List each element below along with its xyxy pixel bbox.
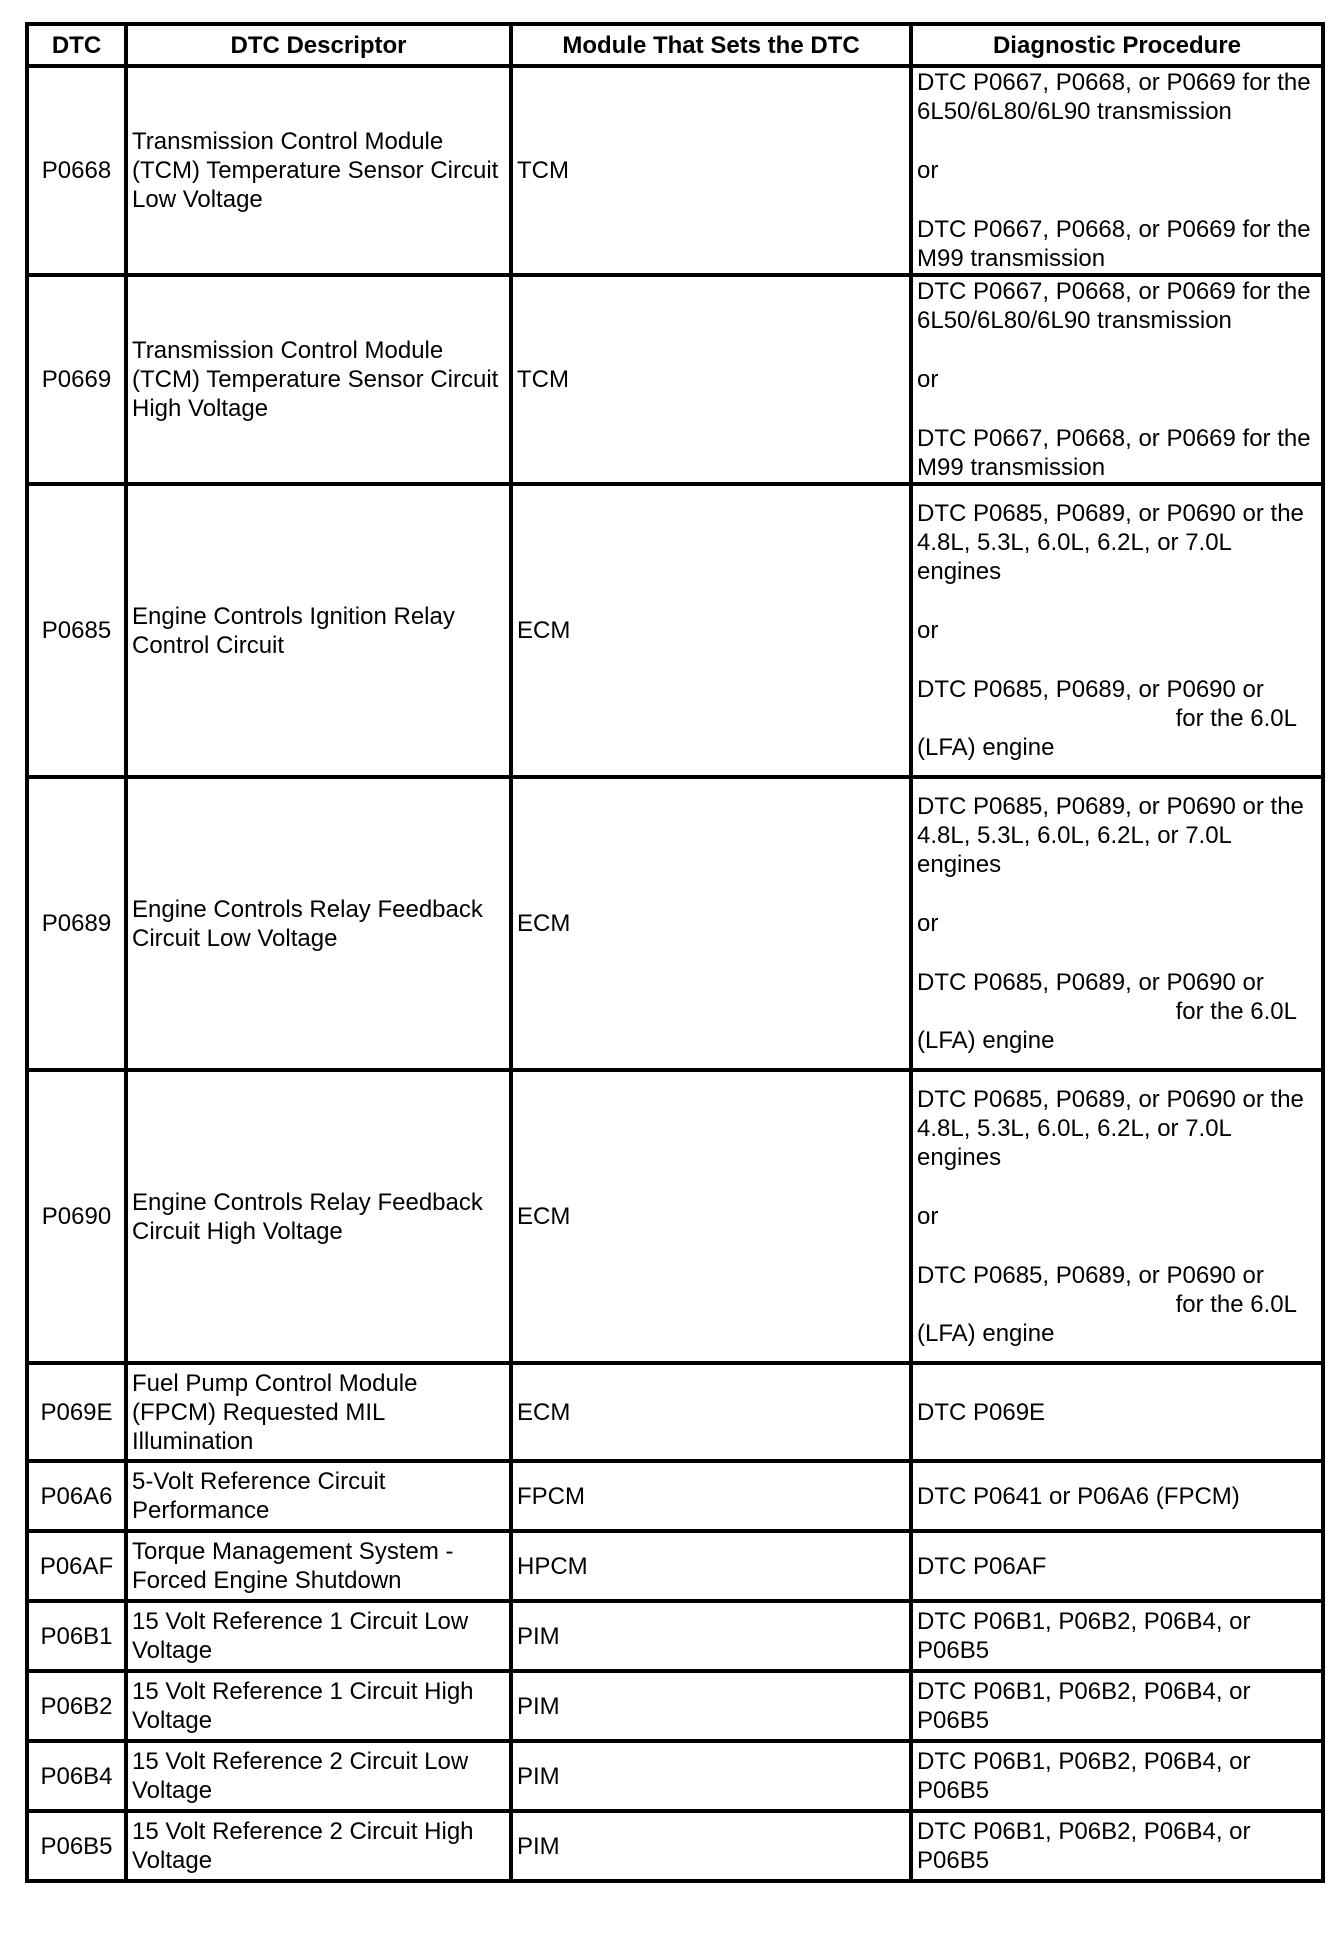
dtc-code: P06B1 [27,1601,126,1671]
dtc-module: PIM [511,1741,911,1811]
table-row [27,1461,1323,1531]
diagnostic-procedure[interactable]: DTC P06B1, P06B2, P06B4, or P06B5 [911,1811,1323,1881]
header-module: Module That Sets the DTC [511,24,911,66]
procedure-link-primary[interactable]: DTC P0667, P0668, or P0669 for the 6L50/6L80/6L90 transmission [917,69,1311,125]
header-procedure: Diagnostic Procedure [911,24,1323,66]
table-row [27,1811,1323,1881]
diagnostic-procedure[interactable]: DTC P0641 or P06A6 (FPCM) [911,1461,1323,1531]
dtc-module: PIM [511,1601,911,1671]
procedure-link-primary[interactable]: DTC P0685, P0689, or P0690 or the 4.8L, 5.3L, 6.0L, 6.2L, or 7.0L engines [917,1086,1304,1171]
diagnostic-procedure[interactable]: DTC P06B1, P06B2, P06B4, or P06B5 [911,1741,1323,1811]
dtc-descriptor: 15 Volt Reference 2 Circuit High Voltage [126,1811,511,1881]
dtc-code: P0690 [27,1070,126,1363]
dtc-code: P06B5 [27,1811,126,1881]
table-row [27,1363,1323,1461]
dtc-code: P06B2 [27,1671,126,1741]
procedure-link-secondary-detail[interactable]: for the 6.0L [1175,1291,1297,1318]
procedure-link-secondary[interactable]: DTC P0685, P0689, or P0690 or [917,969,1264,996]
dtc-descriptor: Engine Controls Ignition Relay Control Circuit [126,484,511,777]
diagnostic-procedure[interactable]: DTC P069E [911,1363,1323,1461]
diagnostic-procedure [911,484,1323,777]
diagnostic-procedure [911,777,1323,1070]
procedure-or: or [917,1203,939,1230]
dtc-descriptor: 15 Volt Reference 1 Circuit Low Voltage [126,1601,511,1671]
header-dtc: DTC [27,24,126,66]
dtc-module: ECM [511,1363,911,1461]
procedure-or: or [917,366,939,393]
dtc-module: PIM [511,1671,911,1741]
dtc-descriptor: Engine Controls Relay Feedback Circuit High Voltage [126,1070,511,1363]
dtc-module: ECM [511,484,911,777]
dtc-descriptor: 5-Volt Reference Circuit Performance [126,1461,511,1531]
procedure-link-primary[interactable]: DTC P0685, P0689, or P0690 or the 4.8L, 5.3L, 6.0L, 6.2L, or 7.0L engines [917,500,1304,585]
dtc-module: PIM [511,1811,911,1881]
dtc-descriptor: Transmission Control Module (TCM) Temperature Sensor Circuit High Voltage [126,275,511,484]
table-row [27,1601,1323,1671]
procedure-or: or [917,617,939,644]
procedure-link-secondary[interactable]: DTC P0667, P0668, or P0669 for the M99 transmission [917,216,1311,272]
dtc-code: P06AF [27,1531,126,1601]
dtc-code: P06A6 [27,1461,126,1531]
dtc-module: ECM [511,777,911,1070]
dtc-descriptor: Torque Management System - Forced Engine Shutdown [126,1531,511,1601]
diagnostic-procedure [911,66,1323,275]
procedure-link-secondary[interactable]: DTC P0685, P0689, or P0690 or [917,676,1264,703]
dtc-module: HPCM [511,1531,911,1601]
dtc-module: ECM [511,1070,911,1363]
procedure-link-primary[interactable]: DTC P0685, P0689, or P0690 or the 4.8L, 5.3L, 6.0L, 6.2L, or 7.0L engines [917,793,1304,878]
table-header-row [27,24,1323,66]
procedure-link-secondary-engine[interactable]: (LFA) engine [917,734,1055,761]
table-row [27,275,1323,484]
dtc-code: P0685 [27,484,126,777]
dtc-table [25,22,1325,1883]
dtc-descriptor: Fuel Pump Control Module (FPCM) Requested MIL Illumination [126,1363,511,1461]
dtc-module: TCM [511,66,911,275]
diagnostic-procedure [911,275,1323,484]
procedure-or: or [917,910,939,937]
table-row [27,1531,1323,1601]
table-row [27,1671,1323,1741]
procedure-link-primary[interactable]: DTC P0667, P0668, or P0669 for the 6L50/6L80/6L90 transmission [917,278,1311,334]
procedure-link-secondary-engine[interactable]: (LFA) engine [917,1027,1055,1054]
procedure-link-secondary[interactable]: DTC P0667, P0668, or P0669 for the M99 transmission [917,425,1311,481]
procedure-link-secondary-engine[interactable]: (LFA) engine [917,1320,1055,1347]
diagnostic-procedure [911,1070,1323,1363]
procedure-or: or [917,157,939,184]
dtc-descriptor: 15 Volt Reference 1 Circuit High Voltage [126,1671,511,1741]
dtc-descriptor: Engine Controls Relay Feedback Circuit Low Voltage [126,777,511,1070]
dtc-code: P06B4 [27,1741,126,1811]
procedure-link-secondary-detail[interactable]: for the 6.0L [1175,705,1297,732]
dtc-code: P0668 [27,66,126,275]
dtc-code: P0689 [27,777,126,1070]
procedure-link-secondary-detail[interactable]: for the 6.0L [1175,998,1297,1025]
table-row [27,484,1323,777]
dtc-code: P069E [27,1363,126,1461]
dtc-code: P0669 [27,275,126,484]
table-row [27,777,1323,1070]
header-descriptor: DTC Descriptor [126,24,511,66]
table-row [27,66,1323,275]
table-row [27,1070,1323,1363]
table-row [27,1741,1323,1811]
procedure-link-secondary[interactable]: DTC P0685, P0689, or P0690 or [917,1262,1264,1289]
dtc-descriptor: 15 Volt Reference 2 Circuit Low Voltage [126,1741,511,1811]
dtc-descriptor: Transmission Control Module (TCM) Temperature Sensor Circuit Low Voltage [126,66,511,275]
diagnostic-procedure[interactable]: DTC P06B1, P06B2, P06B4, or P06B5 [911,1671,1323,1741]
diagnostic-procedure[interactable]: DTC P06B1, P06B2, P06B4, or P06B5 [911,1601,1323,1671]
dtc-module: FPCM [511,1461,911,1531]
dtc-module: TCM [511,275,911,484]
diagnostic-procedure[interactable]: DTC P06AF [911,1531,1323,1601]
